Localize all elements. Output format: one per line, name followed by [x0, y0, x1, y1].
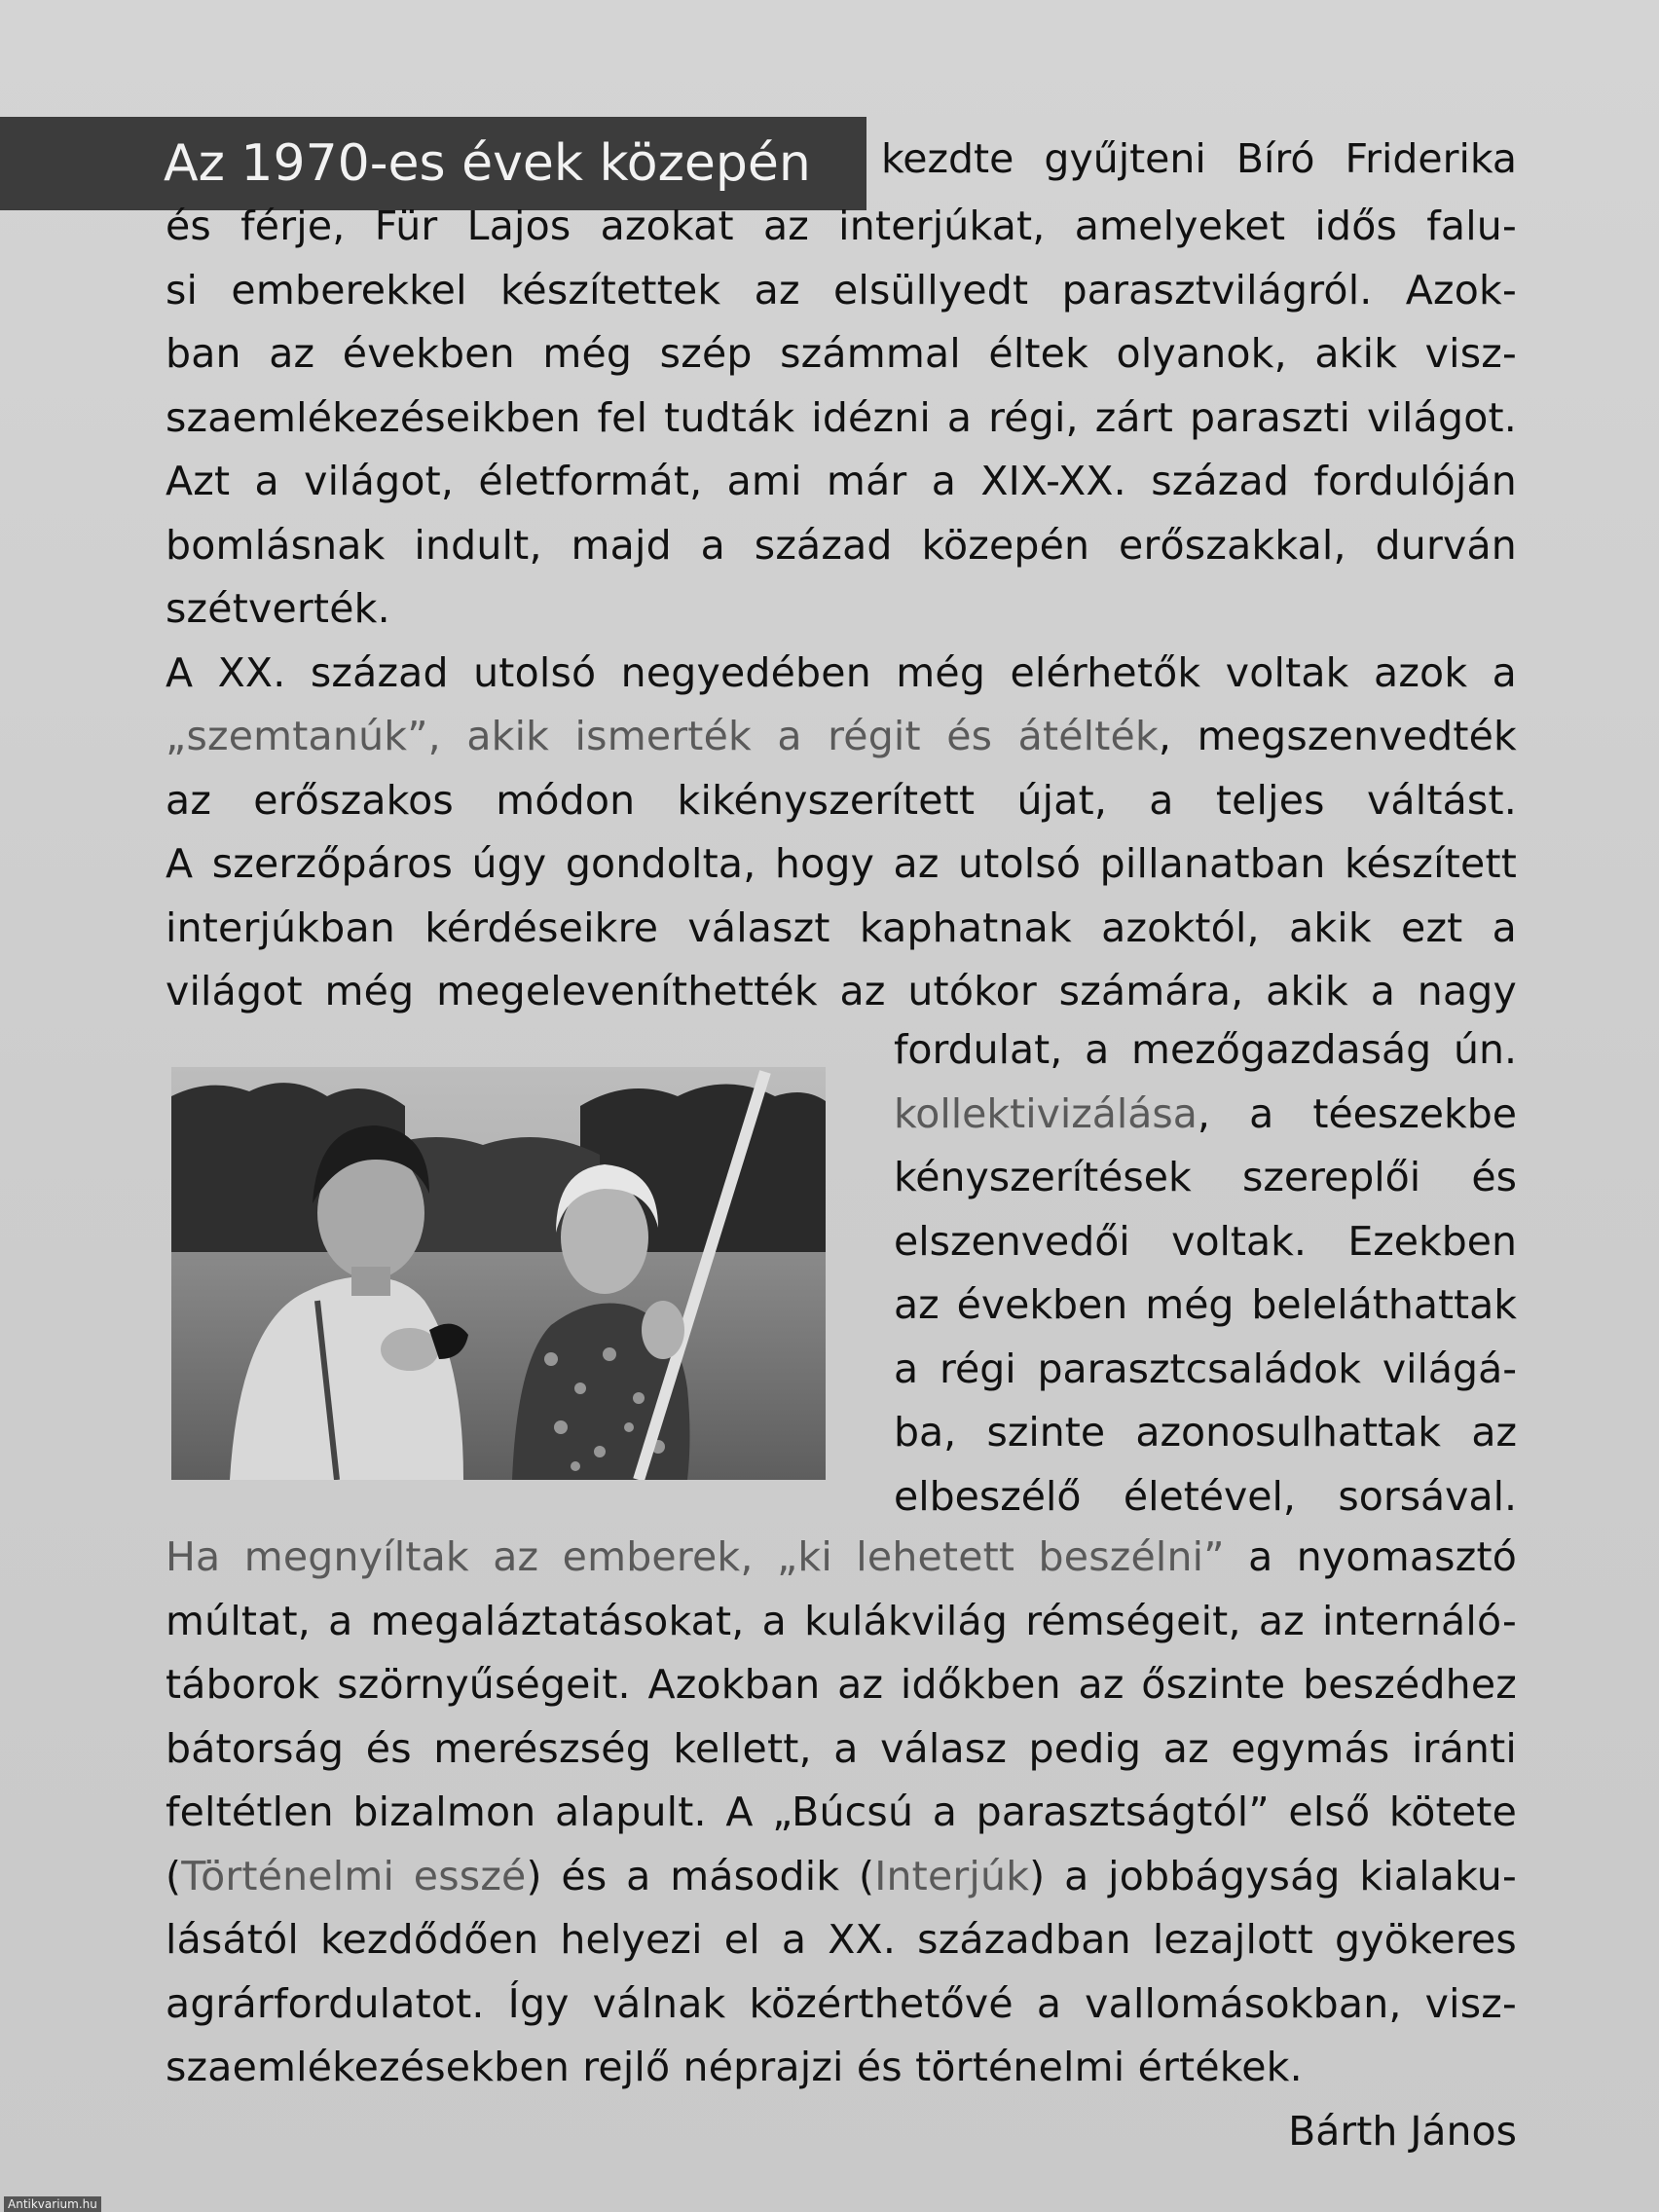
paragraph-line: szaemlékezéseikben fel tudták idézni a régi, zárt paraszti világot. — [166, 393, 1517, 441]
archival-photo — [171, 1067, 826, 1480]
paragraph-line: az években még beleláthattak — [894, 1281, 1517, 1328]
title-highlight: Interjúk — [874, 1852, 1030, 1899]
quote-highlight: „szemtanúk” — [166, 713, 428, 759]
paragraph-line: múltat, a megaláztatásokat, a kulákvilág rémségeit, az internáló- — [166, 1597, 1517, 1644]
paragraph-line: szaemlékezésekben rejlő néprajzi és történelmi értékek. — [166, 2044, 1303, 2090]
paragraph-line: kényszerítések szereplői és — [894, 1154, 1517, 1200]
paragraph-line: lásától kezdődően helyezi el a XX. században lezajlott gyökeres — [166, 1916, 1517, 1963]
paragraph-line: A XX. század utolsó negyedében még elérhetők voltak azok a — [166, 648, 1517, 696]
paragraph-text: a nyomasztó — [1224, 1533, 1518, 1580]
paragraph-line: ban az években még szép számmal éltek olyanok, akik visz- — [166, 330, 1517, 377]
paragraph-line: A szerzőpáros úgy gondolta, hogy az utolsó pillanatban készített — [166, 840, 1517, 887]
paragraph-line: bátorság és merészség kellett, a válasz pedig az egymás iránti — [166, 1724, 1517, 1772]
title-highlight: Történelmi esszé — [181, 1852, 527, 1899]
paragraph-line: világot még megeleveníthették az utókor számára, akik a nagy — [166, 968, 1517, 1014]
heading-highlight: Az 1970-es évek közepén — [164, 134, 811, 193]
paragraph-line: si emberekkel készítettek az elsüllyedt parasztvilágról. Azok- — [166, 266, 1517, 313]
paragraph-line: táborok szörnyűségeit. Azokban az időkben az őszinte beszédhez — [166, 1661, 1517, 1708]
paragraph-line: ba, szinte azonosulhattak az — [894, 1409, 1517, 1456]
heading-continuation: kezdte gyűjteni Bíró Friderika — [881, 135, 1517, 182]
paragraph-line: interjúkban kérdéseikre választ kaphatnak azoktól, akik ezt a — [166, 903, 1517, 951]
paragraph-line: a régi parasztcsaládok világá- — [894, 1345, 1517, 1392]
paragraph-text: ( — [166, 1852, 182, 1899]
paragraph-line — [166, 1845, 1517, 1909]
quote-highlight: , akik ismerték a régit és átélték — [427, 713, 1159, 759]
paragraph-line: az erőszakos módon kikényszerített újat, a teljes váltást. — [166, 776, 1517, 824]
paragraph-line: fordulat, a mezőgazdaság ún. — [894, 1026, 1517, 1073]
paragraph-text: ) és a második ( — [526, 1852, 875, 1899]
term-highlight: kollektivizálása — [894, 1089, 1198, 1137]
paragraph-line — [166, 705, 1517, 769]
paragraph-line: elbeszélő életével, sorsával. — [894, 1472, 1517, 1520]
paragraph-line — [166, 1526, 1517, 1590]
paragraph-line — [894, 1083, 1517, 1147]
author-signature: Bárth János — [1288, 2108, 1517, 2155]
quote-highlight: Ha megnyíltak az emberek, „ki lehetett beszélni” — [166, 1533, 1225, 1580]
paragraph-line: és férje, Für Lajos azokat az interjúkat, amelyeket idős falu- — [166, 203, 1517, 249]
paragraph-3 — [166, 1526, 1517, 2100]
paragraph-text: , megszenvedték — [1158, 713, 1518, 759]
watermark: Antikvarium.hu — [4, 2196, 101, 2212]
paragraph-line: feltétlen bizalmon alapult. A „Búcsú a parasztságtól” első kötete — [166, 1788, 1517, 1835]
photo-two-women-illustration — [171, 1067, 826, 1480]
paragraph-line: szétverték. — [166, 585, 390, 632]
paragraph-text: ) a jobbágyság kialaku- — [1029, 1852, 1517, 1899]
paragraph-line: bomlásnak indult, majd a század közepén erőszakkal, durván — [166, 521, 1517, 569]
paragraph-text: , a téeszekbe — [1197, 1089, 1517, 1137]
paragraph-line: Azt a világot, életformát, ami már a XIX-XX. század fordulóján — [166, 458, 1517, 504]
right-column-text — [894, 1018, 1517, 1529]
paragraph-line: agrárfordulatot. Így válnak közérthetővé a vallomásokban, visz- — [166, 1979, 1517, 2027]
paragraph-line: elszenvedői voltak. Ezekben — [894, 1217, 1517, 1265]
paragraph-1 — [166, 195, 1517, 1024]
